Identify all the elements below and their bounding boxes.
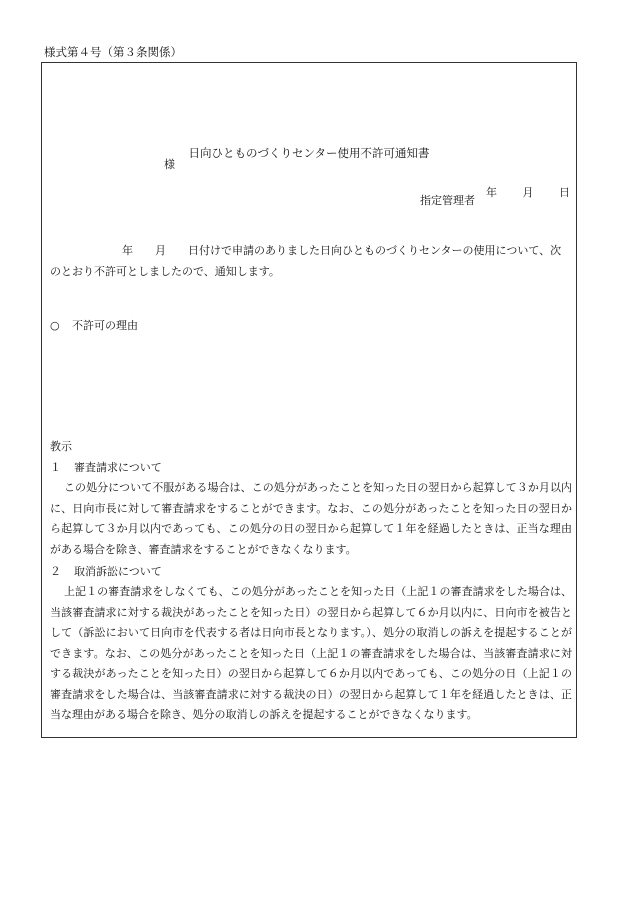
notice-year: 年 <box>122 244 133 257</box>
section-2-number: ２ <box>50 565 61 578</box>
section-1-title: 審査請求について <box>74 461 162 474</box>
issue-date-day: 日 <box>559 186 570 199</box>
section-1-heading <box>50 459 162 475</box>
reason-label: 不許可の理由 <box>72 319 138 332</box>
section-2-body: 上記１の審査請求をしなくても、この処分があったことを知った日（上記１の審査請求をした場合は、当該審査請求に対する裁決があったことを知った日）の翌日から起算して６か月以内に、日向市を被告として（訴訟において日向市を代表する者は日向市長となります。）、処分の取消しの訴えを提起することができます。なお、この処分があったことを知った日（上記１の審査請求をした場合は、当該審査請求に対する裁決があったことを知った日）の翌日から起算して６か月以内であっても、この処分の日（上記１の審査請求をした場合は、当該審査請求に対する裁決の日）の翌日から起算して１年を経過したときは、正当な理由がある場合を除き、処分の取消しの訴えを提起することができなくなります。 <box>50 585 572 721</box>
issue-date-month: 月 <box>522 186 534 199</box>
issue-date-year: 年 <box>486 186 497 199</box>
notice-paragraph <box>50 241 572 282</box>
circle-bullet: ○ <box>50 319 60 332</box>
section-1-body: この処分について不服がある場合は、この処分があったことを知った日の翌日から起算して３か月以内に、日向市長に対して審査請求をすることができます。なお、この処分があったことを知った日の翌日から起算して３か月以内であっても、この処分の日の翌日から起算して１年を経過したときは、正当な理由がある場合を除き、審査請求をすることができなくなります。 <box>50 481 572 556</box>
form-number-label: 様式第４号（第３条関係） <box>44 45 182 59</box>
issue-date <box>464 184 570 200</box>
notice-text: 日付けで申請のありました日向ひとものづくりセンターの使用について、次のとおり不許可としましたので、通知します。 <box>50 244 562 278</box>
addressee-suffix: 様 <box>164 158 175 171</box>
reason-heading <box>50 317 138 333</box>
section-2-title: 取消訴訟について <box>74 565 162 578</box>
instruction-heading: 教示 <box>50 440 72 453</box>
document-frame <box>41 62 577 738</box>
section-2-heading <box>50 563 162 579</box>
document-title: 日向ひとものづくりセンター使用不許可通知書 <box>188 146 430 160</box>
notice-month: 月 <box>155 244 166 257</box>
sender-label: 指定管理者 <box>420 194 475 207</box>
section-1-number: １ <box>50 461 61 474</box>
